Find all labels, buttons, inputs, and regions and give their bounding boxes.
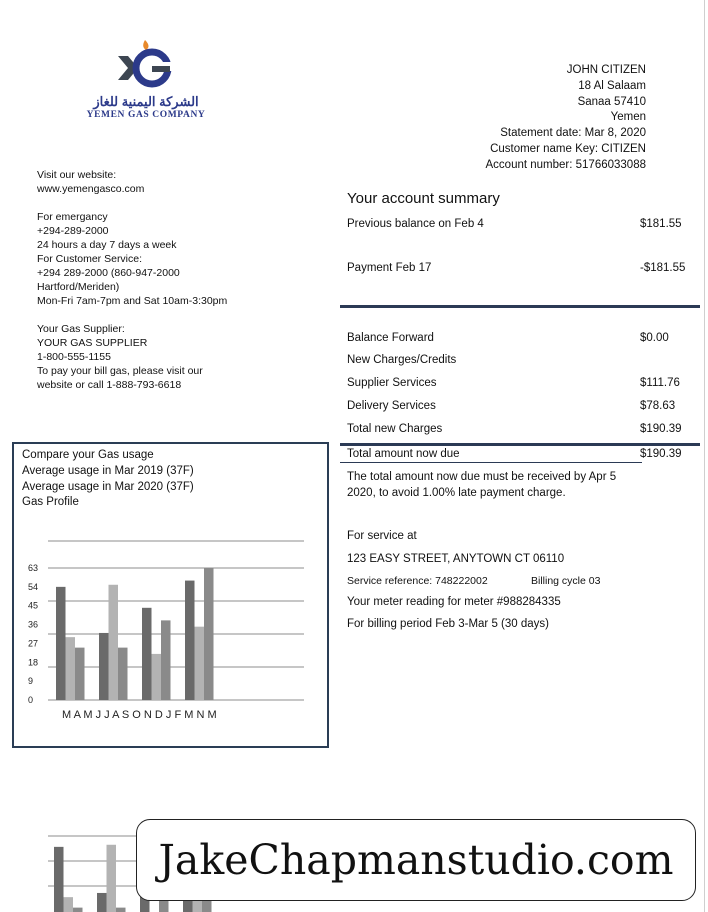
emergency-phone: +294-289-2000 (37, 225, 109, 237)
contact-info (37, 168, 227, 392)
ghost-bar (54, 847, 64, 912)
chart-bar (99, 633, 109, 700)
y-tick-label: 9 (28, 676, 34, 687)
meter-reading: Your meter reading for meter #988284335 (347, 596, 561, 608)
total-due-value: $190.39 (640, 448, 682, 460)
y-tick-label: 54 (28, 581, 39, 592)
chart-bar (152, 654, 162, 700)
ghost-bar (107, 845, 117, 912)
total-divider (340, 443, 700, 446)
customer-service-phone: +294 289-2000 (860-947-2000 (37, 267, 180, 279)
emergency-hours: 24 hours a day 7 days a week (37, 239, 177, 251)
emergency-label: For emergancy (37, 211, 108, 223)
delivery-services-label: Delivery Services (347, 400, 436, 412)
chart-bar (75, 648, 85, 700)
x-axis-labels: M A M J J A S O N D J F M N M (62, 709, 217, 721)
delivery-services-value: $78.63 (640, 400, 676, 412)
pay-bill-line-1: To pay your bill gas, please visit our (37, 365, 203, 377)
supplier-services-value: $111.76 (640, 377, 680, 389)
customer-service-label: For Customer Service: (37, 253, 143, 265)
due-note-line-2: 2020, to avoid 1.00% late payment charge. (347, 486, 566, 499)
website-link[interactable]: www.yemengasco.com (37, 183, 145, 195)
customer-service-hours: Mon-Fri 7am-7pm and Sat 10am-3:30pm (37, 295, 228, 307)
customer-name: JOHN CITIZEN (566, 64, 646, 76)
usage-compare-label: Compare your Gas usage (22, 449, 154, 461)
company-logo-icon (112, 38, 182, 92)
gas-profile-label: Gas Profile (22, 496, 79, 509)
ghost-bar (73, 908, 83, 912)
y-tick-label: 63 (28, 563, 39, 573)
supplier-phone: 1-800-555-1155 (37, 351, 111, 363)
ghost-bar (116, 908, 126, 912)
supplier-label: Your Gas Supplier: (37, 323, 125, 335)
billing-cycle: Billing cycle 03 (531, 575, 601, 587)
chart-bar (204, 568, 214, 700)
service-reference: Service reference: 748222002 (347, 575, 488, 587)
account-number: Account number: 51766033088 (485, 158, 646, 171)
y-tick-label: 27 (28, 638, 39, 649)
billing-period: For billing period Feb 3-Mar 5 (30 days) (347, 618, 549, 630)
usage-2020-label: Average usage in Mar 2020 (37F) (22, 480, 194, 493)
chart-bar (195, 627, 205, 700)
company-english-name: YEMEN GAS COMPANY (86, 110, 206, 120)
customer-service-region: Hartford/Meriden) (37, 281, 120, 293)
watermark-banner: JakeChapmanstudio.com (136, 819, 696, 901)
statement-date: Statement date: Mar 8, 2020 (500, 127, 646, 140)
y-tick-label: 45 (28, 600, 39, 611)
usage-chart-panel (12, 442, 329, 748)
company-arabic-name: الشركة اليمنية للغاز (93, 94, 199, 109)
customer-country: Yemen (610, 111, 646, 124)
chart-bar (185, 581, 195, 700)
supplier-services-label: Supplier Services (347, 377, 437, 389)
payment-label: Payment Feb 17 (347, 262, 432, 274)
chart-bar (66, 637, 76, 700)
pay-bill-line-2: website or call 1-888-793-6618 (37, 379, 182, 391)
ghost-bar (97, 893, 107, 912)
chart-bar (118, 648, 128, 700)
total-due-underline (340, 462, 642, 463)
customer-name-key: Customer name Key: CITIZEN (490, 142, 646, 155)
balance-forward-value: $0.00 (640, 332, 669, 344)
ghost-bar (64, 897, 74, 912)
customer-address-block (486, 63, 646, 174)
chart-bar (142, 608, 152, 700)
y-tick-label: 36 (28, 619, 39, 630)
y-tick-label: 0 (28, 695, 34, 705)
supplier-name: YOUR GAS SUPPLIER (37, 337, 148, 349)
total-new-charges-value: $190.39 (640, 423, 682, 435)
website-label: Visit our website: (37, 169, 117, 181)
due-note-line-1: The total amount now due must be received by Apr 5 (347, 471, 617, 483)
page-edge-line (704, 0, 705, 912)
customer-street: 18 Al Salaam (578, 79, 646, 92)
new-charges-label: New Charges/Credits (347, 354, 457, 366)
account-summary-title: Your account summary (347, 190, 500, 207)
service-address: 123 EASY STREET, ANYTOWN CT 06110 (347, 553, 565, 565)
chart-bar (109, 585, 119, 700)
service-label: For service at (347, 530, 417, 542)
due-note (347, 470, 616, 501)
y-tick-label: 18 (28, 657, 39, 668)
customer-city: Sanaa 57410 (577, 95, 646, 108)
balance-forward-label: Balance Forward (347, 332, 434, 344)
chart-bar (56, 587, 66, 700)
payment-value: -$181.55 (640, 262, 686, 274)
usage-2019-label: Average usage in Mar 2019 (37F) (22, 464, 194, 477)
total-due-label: Total amount now due (347, 448, 460, 460)
total-new-charges-label: Total new Charges (347, 423, 443, 435)
chart-bar (161, 620, 171, 700)
previous-balance-value: $181.55 (640, 218, 682, 230)
summary-divider (340, 305, 700, 308)
gas-profile-chart (14, 444, 327, 746)
previous-balance-label: Previous balance on Feb 4 (347, 218, 484, 230)
